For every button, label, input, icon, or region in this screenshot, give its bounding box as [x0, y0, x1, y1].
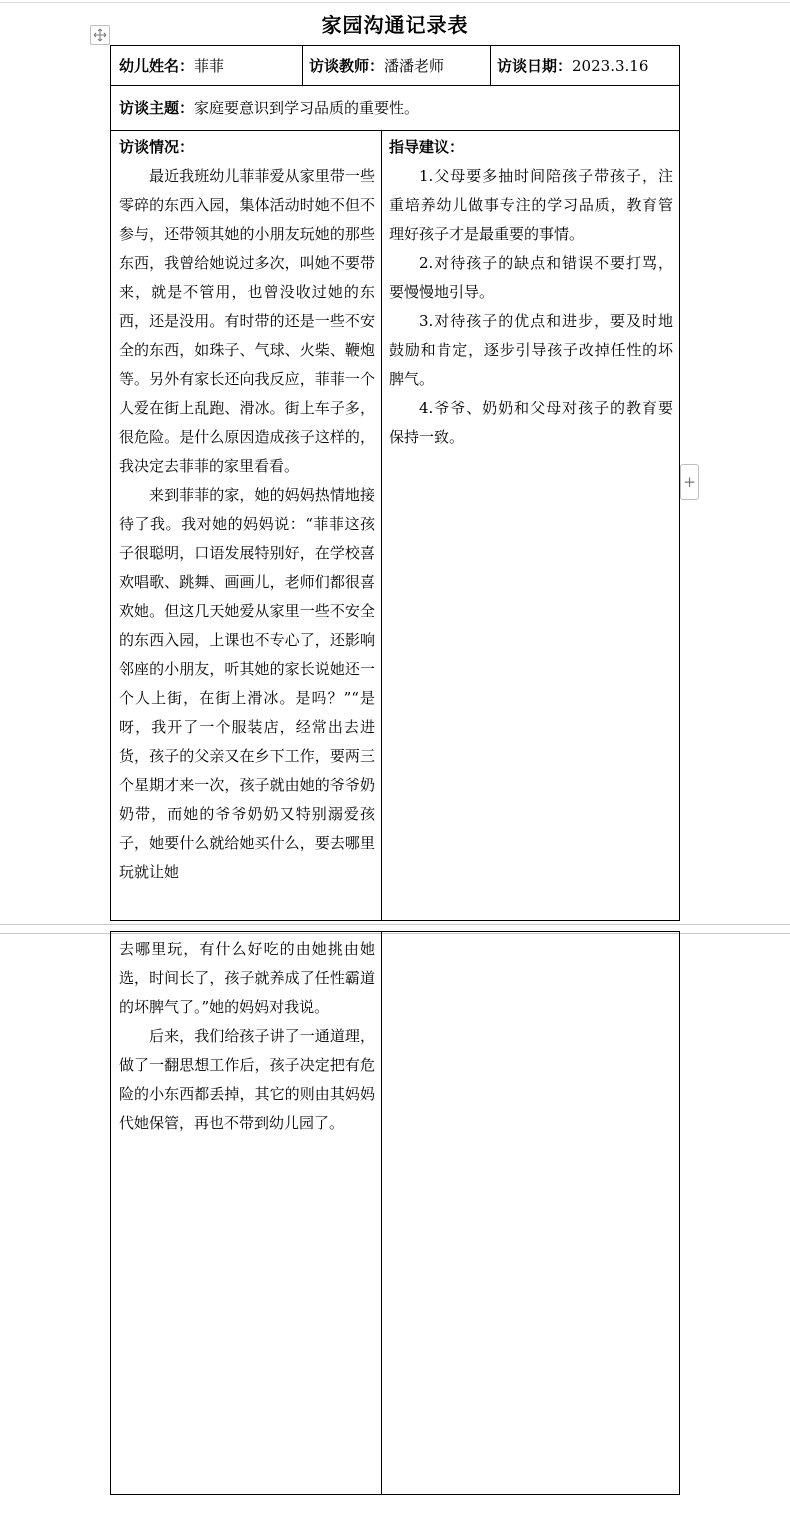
date-cell[interactable]	[497, 55, 648, 76]
situation-paragraph: 来到菲菲的家，她的妈妈热情地接待了我。我对她的妈妈说：“菲菲这孩子很聪明，口语发展特别好，在学校喜欢唱歌、跳舞、画画儿，老师们都很喜欢她。但这几天她爱从家里一些不安全的东西入园，上课也不专心了，还影响邻座的小朋友，听其她的家长说她还一个人上街，在街上滑冰。是吗？”“是呀，我开了一个服装店，经常出去进货，孩子的父亲又在乡下工作，要两三个星期才来一次，孩子就由她的爷爷奶奶带，而她的爷爷奶奶又特别溺爱孩子，她要什么就给她买什么，要去哪里玩就让她	[119, 486, 375, 881]
advice-item: 2.对待孩子的缺点和错误不要打骂，要慢慢地引导。	[389, 254, 673, 301]
topic-cell[interactable]	[119, 97, 419, 118]
content-divider	[381, 130, 382, 920]
content-divider	[381, 932, 382, 1494]
page-top-edge	[0, 2, 790, 3]
header-divider-2	[490, 46, 491, 85]
advice-item: 3.对待孩子的优点和进步，要及时地鼓励和肯定，逐步引导孩子改掉任性的坏脾气。	[389, 312, 673, 388]
child-name-label: 幼儿姓名：	[119, 57, 195, 75]
child-name-cell[interactable]	[119, 55, 224, 76]
advice-item: 1.父母要多抽时间陪孩子带孩子，注重培养幼儿做事专注的学习品质，教育管理好孩子才是最重要的事情。	[389, 167, 673, 243]
record-table-page1	[110, 45, 680, 921]
date-label: 访谈日期：	[497, 57, 573, 75]
advice-label: 指导建议：	[389, 138, 465, 156]
date-value: 2023.3.16	[572, 57, 649, 75]
record-table-page2	[110, 931, 680, 1495]
document-title: 家园沟通记录表	[321, 13, 469, 37]
situation-paragraph: 最近我班幼儿菲菲爱从家里带一些零碎的东西入园，集体活动时她不但不参与，还带领其她的小朋友玩她的那些东西，我曾给她说过多次，叫她不要带来，就是不管用，也曾没收过她的东西，还是没用。有时带的还是一些不安全的东西，如珠子、气球、火柴、鞭炮等。另外有家长还向我反应，菲菲一个人爱在街上乱跑、滑冰。街上车子多，很危险。是什么原因造成孩子这样的，我决定去菲菲的家里看看。	[119, 167, 375, 475]
topic-label: 访谈主题：	[119, 99, 195, 117]
advice-item: 4.爷爷、奶奶和父母对孩子的教育要保持一致。	[389, 399, 673, 446]
add-row-button[interactable]	[680, 464, 699, 500]
advice-cell-page2[interactable]	[389, 935, 673, 1485]
situation-cell-page2[interactable]	[119, 935, 375, 1138]
teacher-label: 访谈教师：	[309, 57, 385, 75]
teacher-cell[interactable]	[309, 55, 444, 76]
advice-cell[interactable]	[389, 133, 673, 452]
topic-bottom-rule	[111, 130, 679, 131]
situation-paragraph: 去哪里玩，有什么好吃的由她挑由她选，时间长了，孩子就养成了任性霸道的坏脾气了。”她的妈妈对我说。	[119, 940, 375, 1016]
situation-cell-page1[interactable]	[119, 133, 375, 919]
header-divider-1	[302, 46, 303, 85]
header-bottom-rule	[111, 85, 679, 86]
plus-icon: +	[683, 473, 696, 491]
child-name-value: 菲菲	[194, 57, 225, 75]
situation-paragraph: 后来，我们给孩子讲了一通道理，做了一翻思想工作后，孩子决定把有危险的小东西都丢掉，其它的则由其妈妈代她保管，再也不带到幼儿园了。	[119, 1027, 375, 1132]
topic-value: 家庭要意识到学习品质的重要性。	[194, 99, 420, 117]
teacher-value: 潘潘老师	[384, 57, 445, 75]
situation-label: 访谈情况：	[119, 138, 195, 156]
